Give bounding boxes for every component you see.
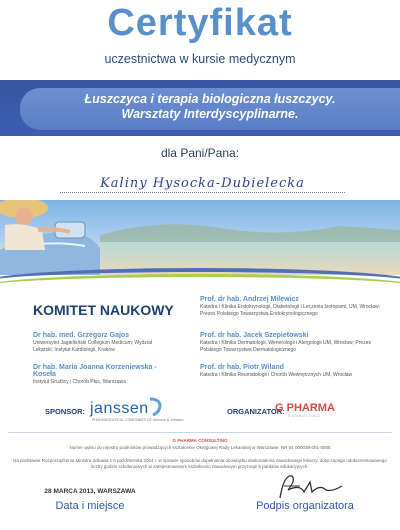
sponsor-label: SPONSOR:: [45, 407, 86, 416]
recipient-label: dla Pani/Pana:: [160, 146, 240, 160]
consulting-name: G PHARMA CONSULTING: [172, 438, 228, 443]
course-title-line1: Łuszczyca i terapia biologiczna łuszczycy.: [84, 92, 336, 106]
committee-member: [33, 332, 168, 353]
janssen-logo-icon: [147, 397, 163, 417]
committee-member: [200, 332, 385, 353]
member-affiliation: Uniwersytet Jagielloński Collegium Medicum; Wydział Lekarski; Instytut Kardiologii, Kraków: [33, 340, 152, 353]
gpharma-logo: G PHARMA: [275, 402, 335, 414]
points-basis-line2: liczby godzin szkoleniowych w zarejestrowanym kształceniu zawodowym przyznaje 5 punktów edukacyjnych.: [91, 464, 309, 469]
sponsor-tagline: PHARMACEUTICAL COMPANIES OF Johnson & Johnson: [92, 418, 184, 422]
member-affiliation: Katedra i Klinika Endokrynologii, Diabetologii i Leczenia Izotopami, UM, Wrocław; Prezes Polskiego Towarzystwa Endokrynologicznego: [200, 304, 380, 317]
committee-member: [200, 364, 385, 379]
divider: [8, 432, 392, 433]
course-title: [20, 92, 400, 122]
convertible-car-photo: [0, 200, 400, 275]
member-name: Prof. dr hab. Jacek Szepietowski: [200, 332, 309, 339]
points-basis-line1: Na podstawie Rozporządzenia Ministra Zdrowia z 6 października 2004 r. w sprawie sposobów dopełnienia obowiązku doskonalenia zawodowego lekarzy, dotyczącego udokumentowanego: [13, 458, 387, 463]
member-name: Dr hab. Maria Joanna Korzeniewska - Koseła: [33, 364, 157, 378]
organizer-tagline: CONSULTING: [288, 414, 321, 418]
member-affiliation: Katedra i Klinika Dermatologii, Wenerologii i Alergologii UM, Wrocław; Prezes Polskiego Towarzystwa Dermatologicznego: [200, 340, 371, 353]
member-name: Prof. dr hab. Piotr Wiland: [200, 364, 284, 371]
member-affiliation: Katedra i Klinika Reumatologii i Chorób Wewnętrznych UM, Wrocław: [200, 372, 353, 378]
member-name: Prof. dr hab. Andrzej Milewicz: [200, 296, 299, 303]
certificate-title: Certyfikat: [107, 2, 293, 44]
committee-member: [33, 364, 168, 386]
member-name: Dr hab. med. Grzegorz Gajos: [33, 332, 130, 339]
course-title-line2: Warsztaty Interdyscyplinarne.: [121, 107, 299, 121]
recipient-name: Kaliny Hysocka-Dubielecka: [100, 176, 305, 191]
organizer-label: ORGANIZATOR:: [227, 407, 285, 416]
committee-member: [200, 296, 385, 317]
signature-label: Podpis organizatora: [256, 500, 354, 512]
certificate-subtitle: uczestnictwa w kursie medycznym: [104, 52, 296, 66]
date-place-label: Data i miejsce: [55, 500, 125, 512]
committee-title: KOMITET NAUKOWY: [33, 302, 174, 318]
registry-number: Numer wpisu do rejestru podmiotów prowadzących kształcenie Okręgowej Rady Lekarskiej w Warszawie: NR 04 000038-001-0005: [69, 445, 331, 450]
organizer-signature: [270, 470, 350, 502]
janssen-logo: janssen: [90, 400, 149, 417]
date-place: 28 MARCA 2013, WARSZAWA: [44, 488, 136, 495]
member-affiliation: Instytut Gruźlicy i Chorób Płuc, Warszawa: [33, 379, 126, 385]
